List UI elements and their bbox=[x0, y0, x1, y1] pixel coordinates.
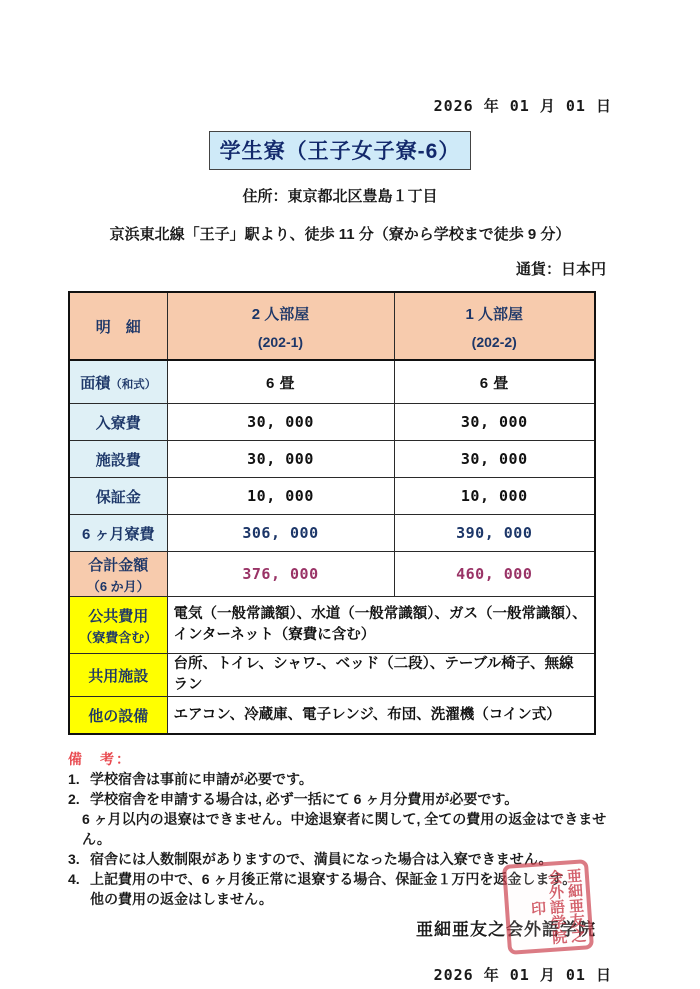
row-label-deposit: 保証金 bbox=[69, 478, 167, 515]
school-name: 亜細亜友之会外語学院 bbox=[416, 920, 596, 939]
price-cell: 306, 000 bbox=[167, 515, 394, 552]
note-item bbox=[68, 789, 612, 809]
price-cell: 10, 000 bbox=[394, 478, 595, 515]
seal-stamp: 亜細亜友之会外語学院印 bbox=[502, 859, 594, 955]
col-header-detail: 明 細 bbox=[69, 292, 167, 360]
col-header-room2 bbox=[167, 292, 394, 360]
total-cell: 376, 000 bbox=[167, 552, 394, 597]
table-row bbox=[69, 654, 595, 697]
page-title: 学生寮（王子女子寮-6） bbox=[209, 131, 472, 170]
table-row bbox=[69, 552, 595, 597]
merged-cell-other: エアコン、冷蔵庫、電子レンジ、布団、洗濯機（コイン式） bbox=[167, 697, 595, 735]
note-number: 3. bbox=[68, 851, 80, 867]
note-continuation: 6 ヶ月以内の退寮はできません。中途退寮者に関して, 全ての費用の返金はできません。 bbox=[82, 811, 607, 847]
notes-heading: 備 考： bbox=[68, 751, 132, 767]
table-row bbox=[69, 697, 595, 735]
note-text: 学校宿舎を申請する場合は, 必ず一括にて 6 ヶ月分費用が必要です。 bbox=[90, 791, 519, 807]
currency-line: 通貨：日本円 bbox=[515, 261, 606, 278]
table-row bbox=[69, 597, 595, 654]
col-header-room1-name: 1 人部屋 bbox=[465, 305, 523, 323]
title-wrap bbox=[68, 131, 612, 170]
merged-cell-shared: 台所、トイレ、シャワ-、ベッド（二段）、テーブル椅子、無線ラン bbox=[167, 654, 595, 697]
row-label-public-utilities: 公共費用 （寮費含む） bbox=[69, 597, 167, 654]
row-label-area: 面積（和式） bbox=[69, 360, 167, 404]
note-number: 4. bbox=[68, 871, 80, 887]
note-text: 宿舎には人数制限がありますので、満員になった場合は入寮できません。 bbox=[90, 851, 553, 867]
page-content bbox=[68, 0, 612, 985]
table-row bbox=[69, 360, 595, 404]
access-line: 京浜東北線「王子」駅より、徒歩 11 分（寮から学校まで徒歩 9 分） bbox=[109, 226, 571, 243]
table-header-row bbox=[69, 292, 595, 360]
table-row bbox=[69, 478, 595, 515]
table-row bbox=[69, 515, 595, 552]
price-cell: 30, 000 bbox=[167, 441, 394, 478]
note-continuation: 他の費用の返金はしません。 bbox=[90, 891, 273, 907]
row-label-shared-facilities: 共用施設 bbox=[69, 654, 167, 697]
issue-date-top: 2026 年 01 月 01 日 bbox=[433, 97, 612, 115]
total-cell: 460, 000 bbox=[394, 552, 595, 597]
col-header-room2-name: 2 人部屋 bbox=[251, 305, 310, 323]
col-header-room2-number: (202-1) bbox=[257, 333, 304, 350]
price-table bbox=[68, 291, 596, 735]
row-label-six-month-rent: 6 ヶ月寮費 bbox=[69, 515, 167, 552]
note-number: 2. bbox=[68, 791, 80, 807]
col-header-room1 bbox=[394, 292, 595, 360]
col-header-room1-number: (202-2) bbox=[471, 333, 517, 350]
table-row bbox=[69, 441, 595, 478]
note-item bbox=[68, 769, 612, 789]
note-number: 1. bbox=[68, 771, 80, 787]
row-label-facility-fee: 施設費 bbox=[69, 441, 167, 478]
note-text: 上記費用の中で、6 ヶ月後正常に退寮する場合、保証金１万円を返金します。 bbox=[90, 871, 577, 887]
note-text: 学校宿舎は事前に申請が必要です。 bbox=[90, 771, 313, 787]
price-cell: 30, 000 bbox=[167, 404, 394, 441]
row-label-other-equipment: 他の設備 bbox=[69, 697, 167, 735]
address-line: 住所：東京都北区豊島１丁目 bbox=[242, 188, 438, 205]
price-cell: 390, 000 bbox=[394, 515, 595, 552]
price-cell: 6 畳 bbox=[167, 360, 394, 404]
price-cell: 30, 000 bbox=[394, 404, 595, 441]
price-cell: 6 畳 bbox=[394, 360, 595, 404]
merged-cell-utilities: 電気（一般常識額）、水道（一般常識額）、ガス（一般常識額）、インターネット（寮費に含む） bbox=[167, 597, 595, 654]
row-label-total: 合計金額 （6 か月） bbox=[69, 552, 167, 597]
table-row bbox=[69, 404, 595, 441]
row-label-entry-fee: 入寮費 bbox=[69, 404, 167, 441]
issue-date-bottom: 2026 年 01 月 01 日 bbox=[433, 966, 612, 984]
price-cell: 10, 000 bbox=[167, 478, 394, 515]
price-cell: 30, 000 bbox=[394, 441, 595, 478]
